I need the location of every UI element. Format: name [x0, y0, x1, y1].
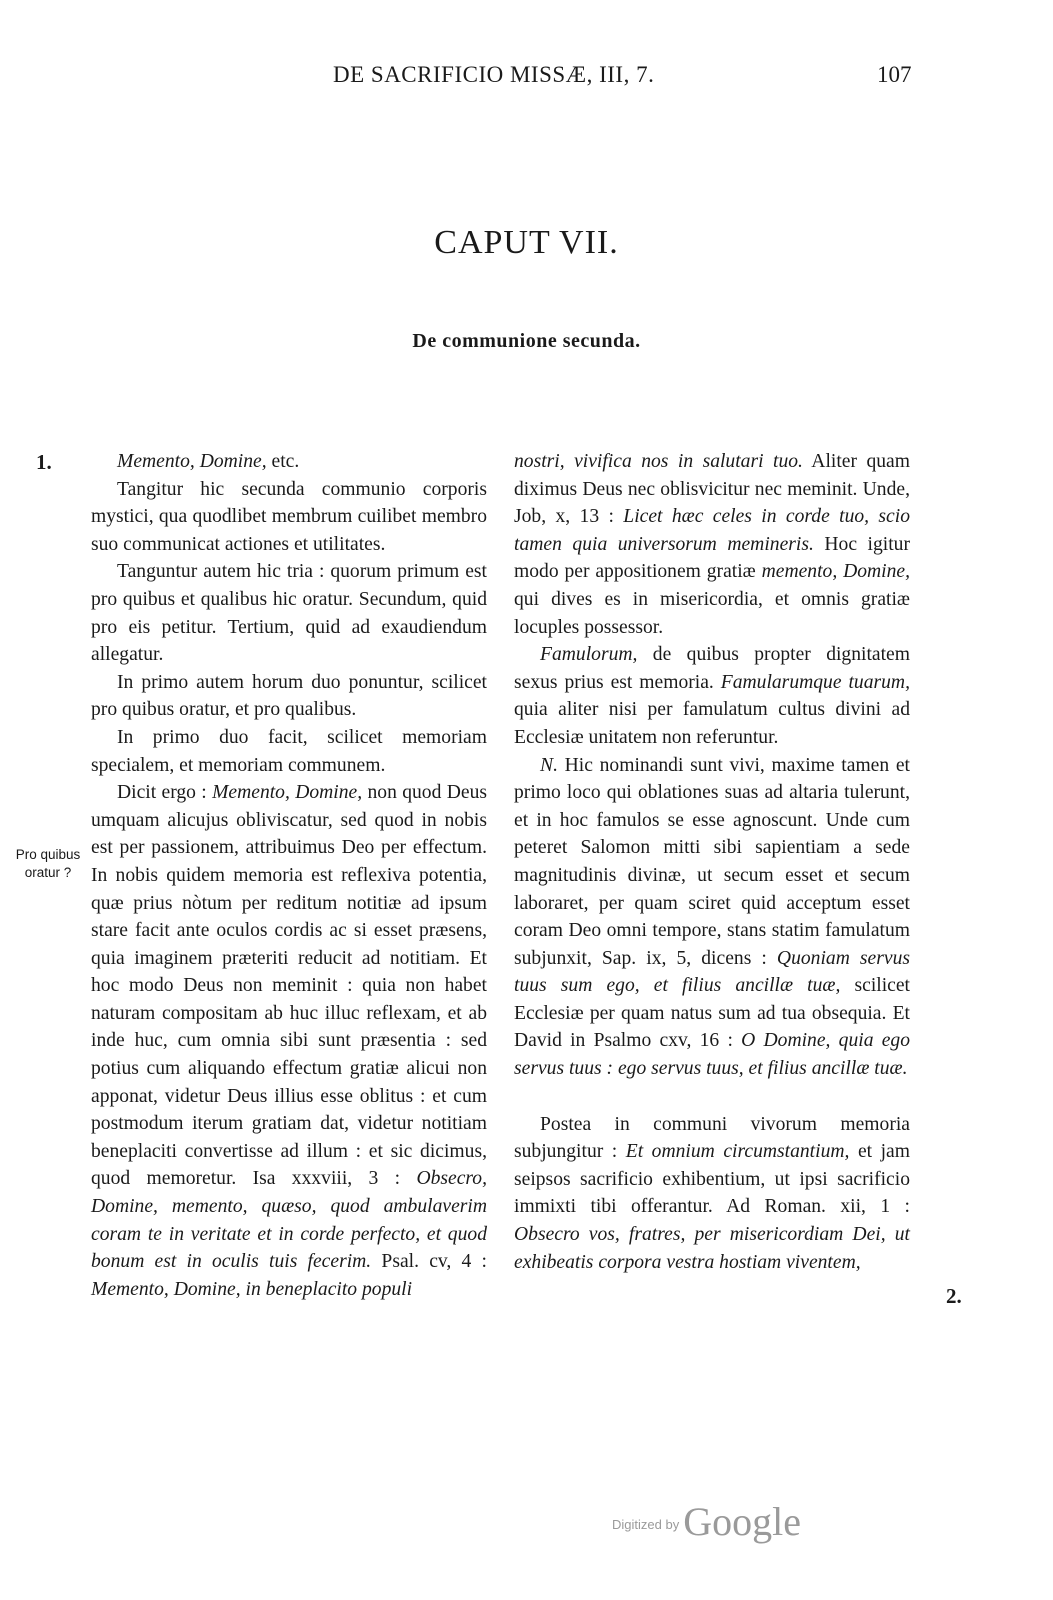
- chapter-title: CAPUT VII.: [434, 224, 619, 261]
- italic-span: Famulorum,: [540, 644, 638, 666]
- italic-span: N.: [540, 754, 558, 776]
- left-paragraph-1: [91, 448, 487, 476]
- text-span: Aliter quam diximus Deus nec oblisvicitur nec meminit. Unde, Job, x, 13 :: [514, 451, 910, 528]
- text-span: Hic nominandi sunt vivi, maxime tamen et primo loco qui oblationes suas ad altaria tulerunt, et in hoc famulos se esse agnoscunt. Unde cum peteret Salomon mitti sibi sapientiam a sede magnitudinis divinæ, ut secum esset et secum laboraret, per quam sciret quid acceptum esset coram Deo omni tempore, stans statim famulatum subjunxit, Sap. ix, 5, dicens :: [514, 754, 910, 969]
- italic-quote: nostri, vivifica nos in salutari tuo.: [514, 451, 803, 472]
- italic-span: Famularumque tuarum,: [720, 671, 910, 693]
- page-number: 107: [877, 62, 912, 87]
- text-span: de quibus propter dignitatem sexus prius est memoria.: [514, 644, 910, 693]
- text-span: Dicit ergo :: [117, 782, 213, 804]
- italic-quote: Memento, Domine, in beneplacito populi: [91, 1278, 413, 1300]
- section-number-1: 1.: [36, 450, 52, 474]
- text-span: Hoc igitur modo per appositionem gratiæ: [514, 533, 910, 583]
- right-paragraph-3: [514, 752, 910, 1083]
- text-span: scilicet Ecclesiæ per quam natus sum ad tua obsequia. Et David in Psalmo cxv, 16 :: [514, 975, 911, 1052]
- left-paragraph-6: [91, 779, 487, 1303]
- digitized-by-text: Digitized by: [612, 1517, 680, 1532]
- italic-quote: Quoniam servus tuus sum ego, et filius ancillæ tuæ,: [514, 947, 910, 997]
- margin-note: [8, 846, 88, 882]
- running-header: [0, 62, 1053, 92]
- text-span: Psal. cv, 4 :: [371, 1251, 487, 1273]
- right-paragraph-1: [514, 448, 910, 641]
- section-number-2: 2.: [946, 1284, 962, 1308]
- left-paragraph-5: In primo duo facit, scilicet memoriam specialem, et memoriam communem.: [91, 726, 487, 776]
- text-span: Postea in communi vivorum memoria subjungitur :: [514, 1113, 910, 1163]
- italic-quote: O Domine, quia ego servus tuus : ego servus tuus, et filius ancillæ tuæ.: [514, 1030, 911, 1080]
- right-paragraph-4: [514, 1111, 910, 1277]
- text-span: quia aliter nisi per famulatum cultus divini ad Ecclesiæ unitatem non referuntur.: [514, 699, 910, 748]
- italic-quote: Obsecro vos, fratres, per misericordiam Dei, ut exhibeatis corpora vestra hostiam viventem,: [514, 1224, 910, 1273]
- left-column: [91, 448, 487, 1303]
- chapter-subtitle: De communione secunda.: [412, 330, 641, 352]
- right-paragraph-2: [514, 641, 910, 751]
- incipit-italic: Memento, Domine,: [117, 451, 267, 472]
- italic-quote: Licet hæc celes in corde tuo, scio tamen quia universorum memineris.: [514, 506, 910, 555]
- running-title: DE SACRIFICIO MISSÆ, III, 7.: [333, 62, 655, 87]
- text-span: qui dives es in misericordia, et omnis gratiæ locuples possessor.: [514, 588, 910, 638]
- margin-note-line-2: oratur ?: [24, 865, 72, 880]
- italic-quote: Obsecro, Domine, memento, quæso, quod ambulaverim coram te in veritate et in corde perfecto, et quod bonum est in oculis tuis fecerim.: [91, 1168, 487, 1273]
- google-logo-text: Google: [683, 1499, 801, 1544]
- left-paragraph-3: Tanguntur autem hic tria : quorum primum est pro quibus et qualibus hic oratur. Secundum, quid pro eis petitur. Tertium, quid ad exaudiendum allegatur.: [91, 561, 487, 666]
- incipit-etc: etc.: [266, 451, 300, 472]
- digitized-watermark: [612, 1498, 801, 1545]
- italic-span: memento, Domine,: [761, 561, 911, 583]
- left-paragraph-2: Tangitur hic secunda communio corporis mystici, qua quodlibet membrum cuilibet membro suo communicat actiones et utilitates.: [91, 478, 487, 555]
- text-span: non quod Deus umquam alicujus obliviscatur, sed quod in nobis est per passionem, attribuimus Deo per effectum. In nobis quidem memoria est reflexiva potentia, quæ prius nòtum per reditum notitiæ ad ipsum stare facit ante oculos cordis ac si esset præsens, quia imaginem præteriti reducit ad notitiam. Et hoc modo Deus non meminit : quia non habet naturam compositam ab huc illuc reflexam, et ab inde huc, cum omnia sibi sunt præsentia : sed potius cum aliquando effectum gratiæ alicui non apponat, videtur Deus illius esse oblitus : et cum postmodum iterum gratiam dat, videtur notitiam beneplaciti convertisse ad illum : et sic dicimus, quod memoretur. Isa xxxviii, 3 :: [91, 782, 487, 1190]
- left-paragraph-4: In primo autem horum duo ponuntur, scilicet pro quibus oratur, et pro qualibus.: [91, 671, 487, 721]
- text-span: et jam seipsos sacrificio exhibentium, ut ipsi sacrificio immixti tibi offerantur. Ad Roman. xii, 1 :: [514, 1141, 910, 1218]
- margin-note-line-1: Pro quibus: [15, 847, 81, 862]
- right-column: [514, 448, 910, 1276]
- italic-span: Memento, Domine,: [212, 782, 363, 804]
- italic-span: Et omnium circumstantium,: [625, 1141, 850, 1163]
